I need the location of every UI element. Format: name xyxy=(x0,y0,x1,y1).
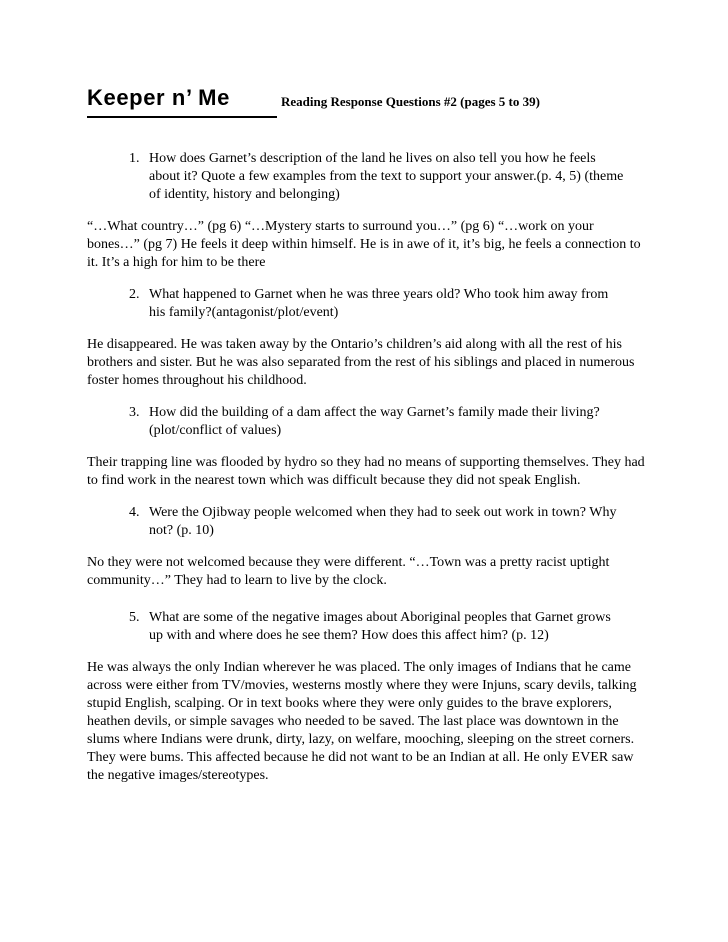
question-number: 3. xyxy=(129,405,140,420)
question-1 xyxy=(129,150,647,204)
answer-3: Their trapping line was flooded by hydro so they had no means of supporting themselves. They had to find work in the nearest town which was difficult because they did not speak English. xyxy=(87,455,645,488)
document-body xyxy=(87,150,647,799)
question-text: How did the building of a dam affect the way Garnet’s family made their living? (plot/conflict of values) xyxy=(149,405,600,438)
answer-5: He was always the only Indian wherever he was placed. The only images of Indians that he came across were either from TV/movies, westerns mostly where they were Injuns, scary devils, talking stupid English, scalping. Or in text books where they were only guides to the brave explorers, heathen devils, or simple savages who needed to be saved. The last place was downtown in the slums where Indians were drunk, dirty, lazy, on welfare, mooching, sleeping on the street corners. They were bums. This affected because he did not want to be an Indian at all. He only EVER saw the negative images/stereotypes. xyxy=(87,660,637,783)
question-text: How does Garnet’s description of the land he lives on also tell you how he feels about it? Quote a few examples from the text to support your answer.(p. 4, 5) (theme of identity, history and belonging) xyxy=(149,151,624,202)
question-4 xyxy=(129,504,647,540)
question-number: 2. xyxy=(129,287,140,302)
question-number: 4. xyxy=(129,505,140,520)
question-2 xyxy=(129,286,647,322)
question-text: Were the Ojibway people welcomed when they had to seek out work in town? Why not? (p. 10) xyxy=(149,505,617,538)
document-subtitle: Reading Response Questions #2 (pages 5 to 39) xyxy=(281,94,540,109)
question-3 xyxy=(129,404,647,440)
document-header xyxy=(87,84,642,120)
answer-4: No they were not welcomed because they were different. “…Town was a pretty racist uptight community…” They had to learn to live by the clock. xyxy=(87,555,610,588)
question-number: 5. xyxy=(129,610,140,625)
question-text: What happened to Garnet when he was three years old? Who took him away from his family?(antagonist/plot/event) xyxy=(149,287,609,320)
question-5 xyxy=(129,609,647,645)
answer-2: He disappeared. He was taken away by the Ontario’s children’s aid along with all the rest of his brothers and sister. But he was also separated from the rest of his siblings and placed in numerous foster homes throughout his childhood. xyxy=(87,337,635,388)
document-title: Keeper n’ Me xyxy=(87,85,230,110)
answer-1: “…What country…” (pg 6) “…Mystery starts to surround you…” (pg 6) “…work on your bones…” (pg 7) He feels it deep within himself. He is in awe of it, it’s big, he feels a connection to it. It’s a high for him to be there xyxy=(87,219,641,270)
question-number: 1. xyxy=(129,151,140,166)
title-underline xyxy=(87,84,277,118)
question-text: What are some of the negative images about Aboriginal peoples that Garnet grows up with and where does he see them? How does this affect him? (p. 12) xyxy=(149,610,611,643)
